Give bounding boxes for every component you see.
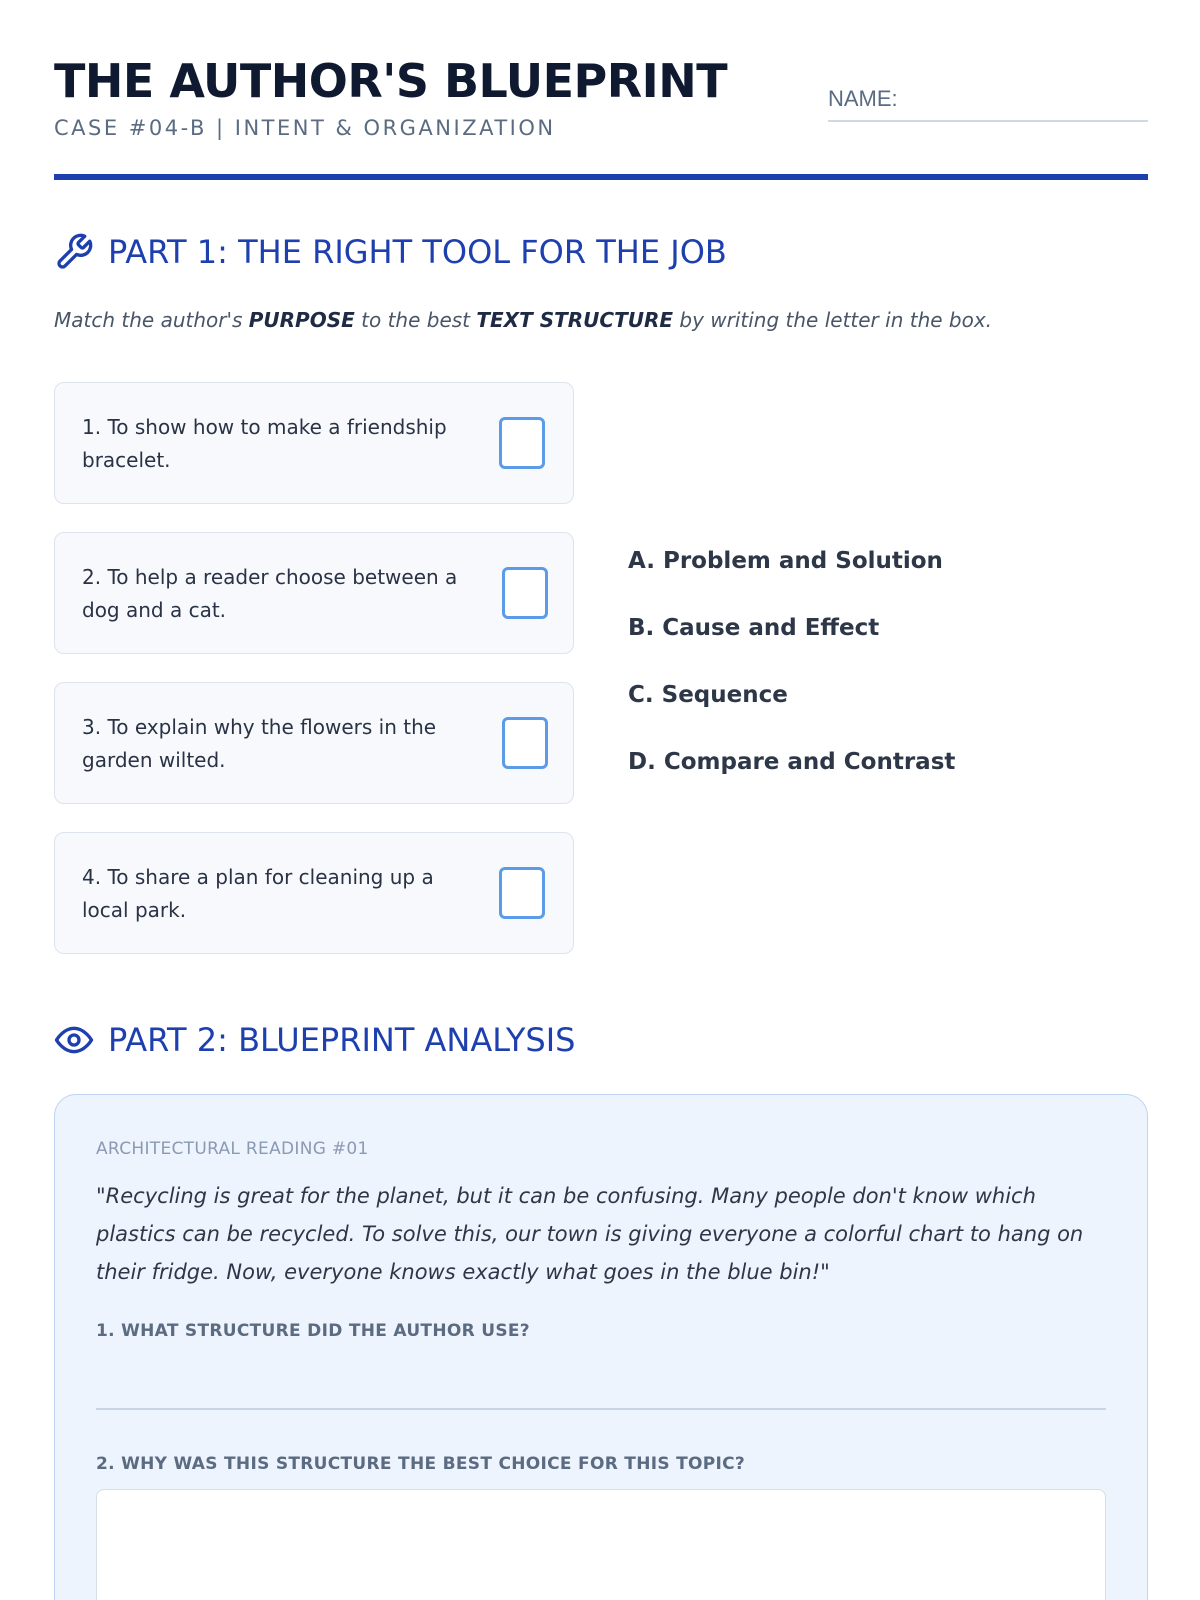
answer-box[interactable]	[499, 867, 545, 919]
name-field[interactable]	[828, 84, 1148, 122]
answer-box[interactable]	[502, 567, 548, 619]
instruction-structure: TEXT STRUCTURE	[476, 308, 674, 332]
purpose-text: 3. To explain why the flowers in the garden wilted.	[82, 715, 437, 772]
option-c: C. Sequence	[628, 682, 788, 708]
purpose-text: 1. To show how to make a friendship bracelet.	[82, 415, 447, 472]
answer-box[interactable]	[502, 717, 548, 769]
question-2: 2. WHY WAS THIS STRUCTURE THE BEST CHOICE FOR THIS TOPIC?	[96, 1454, 746, 1474]
part1-heading-text: PART 1: THE RIGHT TOOL FOR THE JOB	[108, 233, 727, 271]
purpose-card-4	[54, 832, 574, 954]
reading-label: ARCHITECTURAL READING #01	[96, 1139, 369, 1159]
purpose-text: 4. To share a plan for cleaning up a local park.	[82, 865, 434, 922]
analysis-panel	[54, 1094, 1148, 1600]
part1-heading	[54, 232, 727, 272]
reading-passage: "Recycling is great for the planet, but it can be confusing. Many people don't know which plastics can be recycled. To solve this, our town is giving everyone a colorful chart to hang on their fridge. Now, everyone knows exactly what goes in the blue bin!"	[96, 1184, 1084, 1284]
answer-textbox[interactable]	[96, 1489, 1106, 1600]
purpose-text: 2. To help a reader choose between a dog and a cat.	[82, 565, 458, 622]
instruction-purpose: PURPOSE	[248, 308, 355, 332]
instruction-text: by writing the letter in the box.	[673, 308, 993, 332]
part1-instructions	[54, 308, 992, 332]
purpose-card-2	[54, 532, 574, 654]
option-d: D. Compare and Contrast	[628, 749, 956, 775]
header-divider	[54, 174, 1148, 180]
worksheet-subtitle: CASE #04-B | INTENT & ORGANIZATION	[54, 116, 556, 140]
part2-heading	[54, 1020, 575, 1060]
structure-options	[628, 548, 955, 816]
answer-box[interactable]	[499, 417, 545, 469]
option-b: B. Cause and Effect	[628, 615, 880, 641]
name-label: NAME:	[828, 86, 898, 111]
part2-heading-text: PART 2: BLUEPRINT ANALYSIS	[108, 1021, 576, 1059]
question-1: 1. WHAT STRUCTURE DID THE AUTHOR USE?	[96, 1321, 530, 1341]
purpose-card-1	[54, 382, 574, 504]
instruction-text: to the best	[354, 308, 477, 332]
option-a: A. Problem and Solution	[628, 548, 943, 574]
worksheet-header	[54, 54, 1148, 180]
worksheet-title: THE AUTHOR'S BLUEPRINT	[54, 54, 728, 108]
answer-line[interactable]	[96, 1408, 1106, 1410]
instruction-text: Match the author's	[54, 308, 249, 332]
purpose-card-3	[54, 682, 574, 804]
wrench-icon	[54, 232, 94, 272]
eye-icon	[54, 1020, 94, 1060]
